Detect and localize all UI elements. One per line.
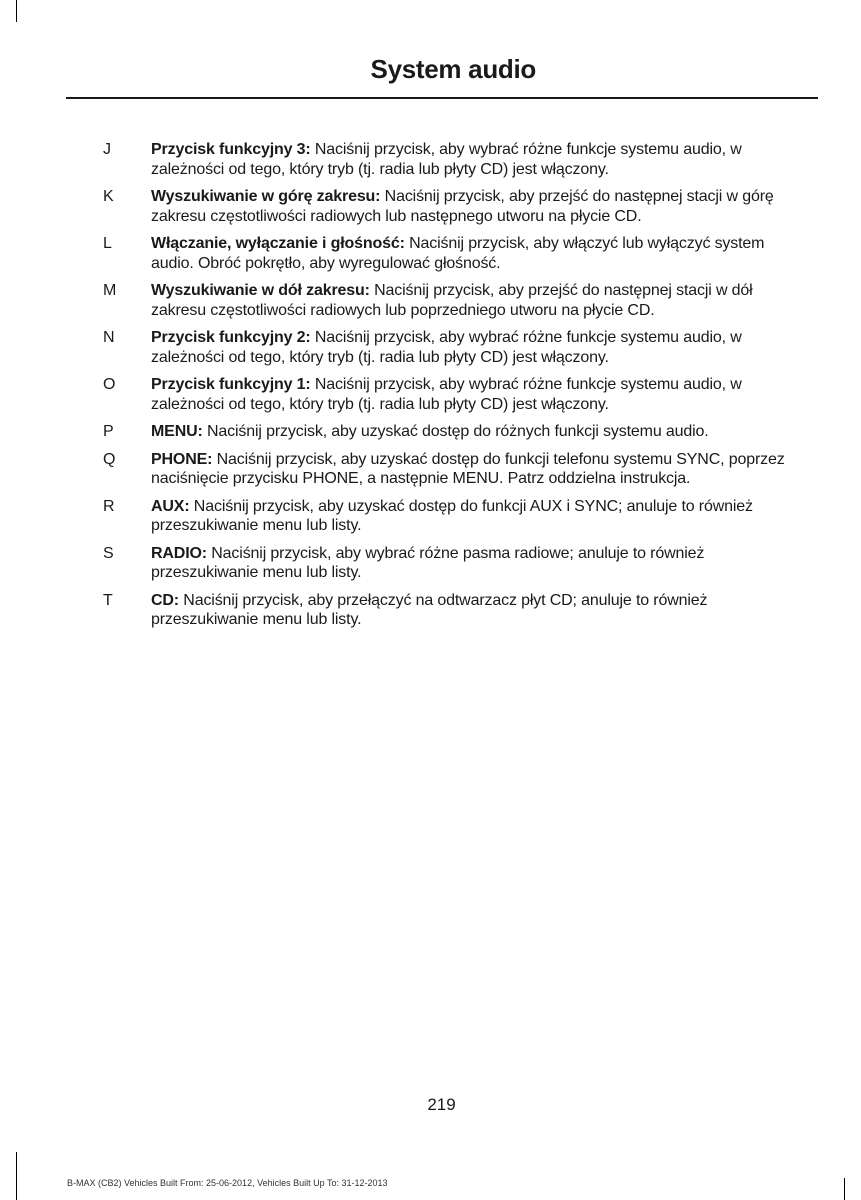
item-label: Przycisk funkcyjny 1: [151, 376, 311, 393]
item-label: Włączanie, wyłączanie i głośność: [151, 235, 405, 252]
item-label: MENU: [151, 423, 203, 440]
item-label: PHONE: [151, 450, 213, 468]
item-description [151, 450, 811, 489]
item-text: Naciśnij przycisk, aby przejść do następnej stacji w górę zakresu częstotliwości radiowych lub następnego utworu na płycie CD. [151, 188, 774, 225]
list-item [0, 281, 861, 320]
item-letter: O [103, 376, 116, 393]
item-letter: P [103, 423, 114, 440]
item-letter: K [103, 188, 114, 205]
list-item [0, 450, 861, 489]
item-label: Przycisk funkcyjny 3: [151, 141, 311, 158]
item-letter: L [103, 235, 112, 252]
list-item [0, 591, 861, 630]
item-description [151, 140, 811, 179]
item-label: Wyszukiwanie w górę zakresu: [151, 188, 381, 205]
item-letter: T [103, 591, 113, 609]
item-letter: Q [103, 450, 116, 468]
item-letter: S [103, 544, 114, 562]
page-title: System audio [370, 54, 536, 84]
crop-mark-bottom-left [16, 1152, 17, 1200]
item-text: Naciśnij przycisk, aby przejść do następnej stacji w dół zakresu częstotliwości radiowych lub poprzedniego utworu na płycie CD. [151, 282, 753, 319]
item-label: Przycisk funkcyjny 2: [151, 329, 311, 346]
page-number: 219 [427, 1095, 456, 1114]
item-label: AUX: [151, 497, 190, 515]
title-rule [66, 97, 818, 99]
item-text: Naciśnij przycisk, aby wybrać różne funkcje systemu audio, w zależności od tego, który tryb (tj. radia lub płyty CD) jest włączony. [151, 141, 742, 178]
list-item [0, 375, 861, 414]
crop-mark-top-left [16, 0, 17, 22]
item-description [151, 328, 811, 367]
item-label: CD: [151, 591, 179, 609]
item-text: Naciśnij przycisk, aby wybrać różne funkcje systemu audio, w zależności od tego, który tryb (tj. radia lub płyty CD) jest włączony. [151, 376, 742, 413]
item-text: Naciśnij przycisk, aby uzyskać dostęp do funkcji telefonu systemu SYNC, poprzez naciśnięcie przycisku PHONE, a następnie MENU. Patrz oddzielna instrukcja. [151, 450, 785, 487]
item-letter: J [103, 141, 111, 158]
list-item [0, 234, 861, 273]
crop-mark-bottom-right [844, 1178, 845, 1200]
item-description [151, 375, 811, 414]
item-description [151, 187, 811, 226]
footer-note: B-MAX (CB2) Vehicles Built From: 25-06-2012, Vehicles Built Up To: 31-12-2013 [67, 1178, 388, 1188]
button-legend-list [0, 140, 861, 638]
item-label: Wyszukiwanie w dół zakresu: [151, 282, 370, 299]
item-letter: N [103, 329, 115, 346]
item-text: Naciśnij przycisk, aby wybrać różne funkcje systemu audio, w zależności od tego, który tryb (tj. radia lub płyty CD) jest włączony. [151, 329, 742, 366]
item-text: Naciśnij przycisk, aby przełączyć na odtwarzacz płyt CD; anuluje to również przeszukiwanie menu lub listy. [151, 591, 708, 628]
item-letter: R [103, 497, 115, 515]
item-text: Naciśnij przycisk, aby uzyskać dostęp do różnych funkcji systemu audio. [202, 423, 709, 440]
item-description [151, 234, 811, 273]
item-description [151, 591, 811, 630]
list-item [0, 187, 861, 226]
list-item [0, 140, 861, 179]
item-description [151, 497, 811, 536]
item-text: Naciśnij przycisk, aby włączyć lub wyłączyć system audio. Obróć pokrętło, aby wyregulować głośność. [151, 235, 765, 272]
item-description [151, 544, 811, 583]
item-letter: M [103, 282, 117, 299]
item-description [151, 281, 811, 320]
item-text: Naciśnij przycisk, aby uzyskać dostęp do funkcji AUX i SYNC; anuluje to również przeszukiwanie menu lub listy. [151, 497, 753, 534]
list-item [0, 422, 861, 442]
item-description [151, 422, 811, 442]
list-item [0, 328, 861, 367]
list-item [0, 497, 861, 536]
item-text: Naciśnij przycisk, aby wybrać różne pasma radiowe; anuluje to również przeszukiwanie menu lub listy. [151, 544, 705, 581]
list-item [0, 544, 861, 583]
item-label: RADIO: [151, 544, 207, 562]
